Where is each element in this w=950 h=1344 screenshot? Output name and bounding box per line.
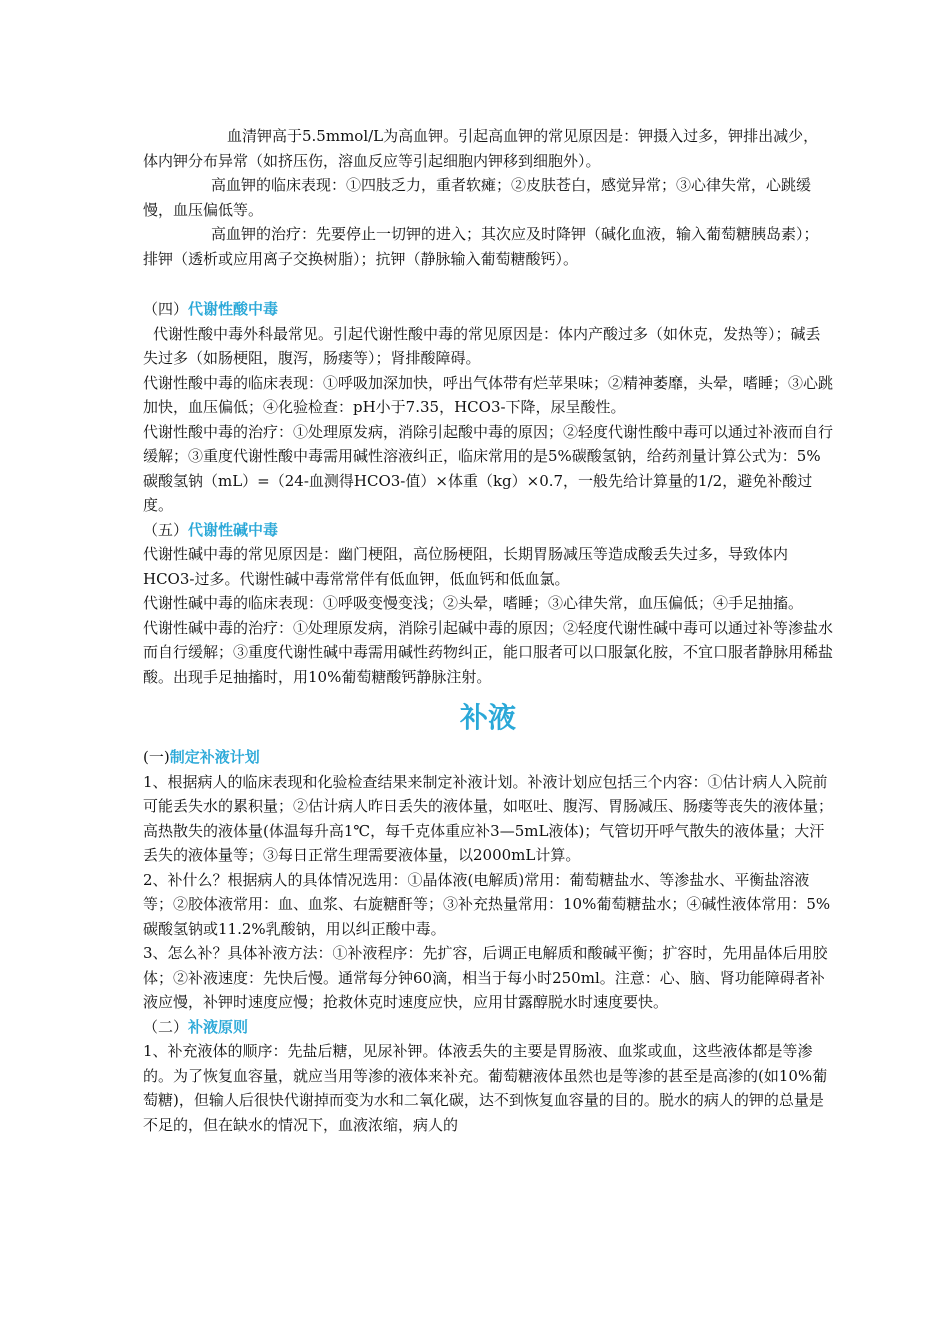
heading-prefix: (一) <box>143 748 170 766</box>
chapter-title: 补液 <box>459 701 516 734</box>
alkalosis-symptoms: 代谢性碱中毒的临床表现：①呼吸变慢变浅；②头晕，嗜睡；③心律失常，血压偏低；④手足抽搐。 <box>143 594 804 612</box>
alkalosis-treatment: 代谢性碱中毒的治疗：①处理原发病，消除引起碱中毒的原因；②轻度代谢性碱中毒可以通过补等渗盐水而自行缓解；③重度代谢性碱中毒需用碱性药物纠正，能口服者可以口服氯化胺，不宜口服者静脉用稀盐酸。出现手足抽搐时，用10%葡萄糖酸钙静脉注射。 <box>143 618 834 686</box>
plan-item-3: 3、怎么补？具体补液方法：①补液程序：先扩容，后调正电解质和酸碱平衡；扩容时，先用晶体后用胶体；②补液速度：先快后慢。通常每分钟60滴，相当于每小时250ml。注意：心、脑、肾功能障碍者补液应慢，补钾时速度应慢；抢救休克时速度应快，应用甘露醇脱水时速度要快。 <box>143 944 828 1011</box>
section-heading-alkalosis <box>143 518 833 543</box>
section-heading-plan <box>143 745 833 770</box>
heading-prefix: （五） <box>143 520 189 539</box>
heading-title: 代谢性酸中毒 <box>188 300 279 318</box>
section-heading-principle <box>143 1015 833 1040</box>
heading-title: 制定补液计划 <box>169 748 260 766</box>
hyperkalemia-treatment: 高血钾的治疗：先要停止一切钾的进入；其次应及时降钾（碱化血液，输入葡萄糖胰岛素）；排钾（透析或应用离子交换树脂）；抗钾（静脉输入葡萄糖酸钙）。 <box>143 225 819 268</box>
hyperkalemia-symptoms: 高血钾的临床表现：①四肢乏力，重者软瘫；②皮肤苍白，感觉异常；③心律失常，心跳缓慢，血压偏低等。 <box>143 176 812 219</box>
plan-item-2: 2、补什么？根据病人的具体情况选用：①晶体液(电解质)常用：葡萄糖盐水、等渗盐水、平衡盐溶液等；②胶体液常用：血、血浆、右旋糖酐等；③补充热量常用：10%葡萄糖盐水；④碱性液体常用：5%碳酸氢钠或11.2%乳酸钠，用以纠正酸中毒。 <box>143 870 831 938</box>
alkalosis-causes: 代谢性碱中毒的常见原因是：幽门梗阻，高位肠梗阻，长期胃肠减压等造成酸丢失过多，导致体内HCO3-过多。代谢性碱中毒常常伴有低血钾，低血钙和低血氯。 <box>143 545 789 588</box>
spacer <box>143 271 833 297</box>
heading-prefix: （二） <box>143 1017 189 1036</box>
acidosis-treatment: 代谢性酸中毒的治疗：①处理原发病，消除引起酸中毒的原因；②轻度代谢性酸中毒可以通过补液而自行缓解；③重度代谢性酸中毒需用碱性溶液纠正，临床常用的是5%碳酸氢钠，给药剂量计算公式为：5%碳酸氢钠（mL）=（24-血测得HCO3-值）×体重（kg）×0.7，一般先给计算量的1/2，避免补酸过度。 <box>143 422 834 514</box>
section-heading-acidosis <box>143 297 833 322</box>
document-body <box>143 124 833 1137</box>
acidosis-causes: 代谢性酸中毒外科最常见。引起代谢性酸中毒的常见原因是：体内产酸过多（如休克，发热等）；碱丢失过多（如肠梗阻，腹泻，肠瘘等）；肾排酸障碍。 <box>143 324 821 367</box>
heading-title: 代谢性碱中毒 <box>188 520 279 539</box>
plan-item-1: 1、根据病人的临床表现和化验检查结果来制定补液计划。补液计划应包括三个内容：①估计病人入院前可能丢失水的累积量；②估计病人昨日丢失的液体量，如呕吐、腹泻、胃肠减压、肠瘘等丧失的液体量；高热散失的液体量(体温每升高1℃，每千克体重应补3—5mL液体)；气管切开呼气散失的液体量；大汗丢失的液体量等；③每日正常生理需要液体量，以2000mL计算。 <box>143 772 834 864</box>
hyperkalemia-definition: 血清钾高于5.5mmol/L为高血钾。引起高血钾的常见原因是：钾摄入过多，钾排出减少，体内钾分布异常（如挤压伤，溶血反应等引起细胞内钾移到细胞外）。 <box>143 127 819 170</box>
principle-item-1: 1、补充液体的顺序：先盐后糖，见尿补钾。体液丢失的主要是胃肠液、血浆或血，这些液体都是等渗的。为了恢复血容量，就应当用等渗的液体来补充。葡萄糖液体虽然也是等渗的甚至是高渗的(如10%葡萄糖)，但输人后很快代谢掉而变为水和二氧化碳，达不到恢复血容量的目的。脱水的病人的钾的总量是不足的，但在缺水的情况下，血液浓缩，病人的 <box>143 1042 828 1134</box>
heading-prefix: （四） <box>143 300 189 318</box>
acidosis-symptoms: 代谢性酸中毒的临床表现：①呼吸加深加快，呼出气体带有烂苹果味；②精神萎靡，头晕，嗜睡；③心跳加快，血压偏低；④化验检查：pH小于7.35，HCO3-下降，尿呈酸性。 <box>143 373 834 416</box>
heading-title: 补液原则 <box>188 1017 249 1036</box>
